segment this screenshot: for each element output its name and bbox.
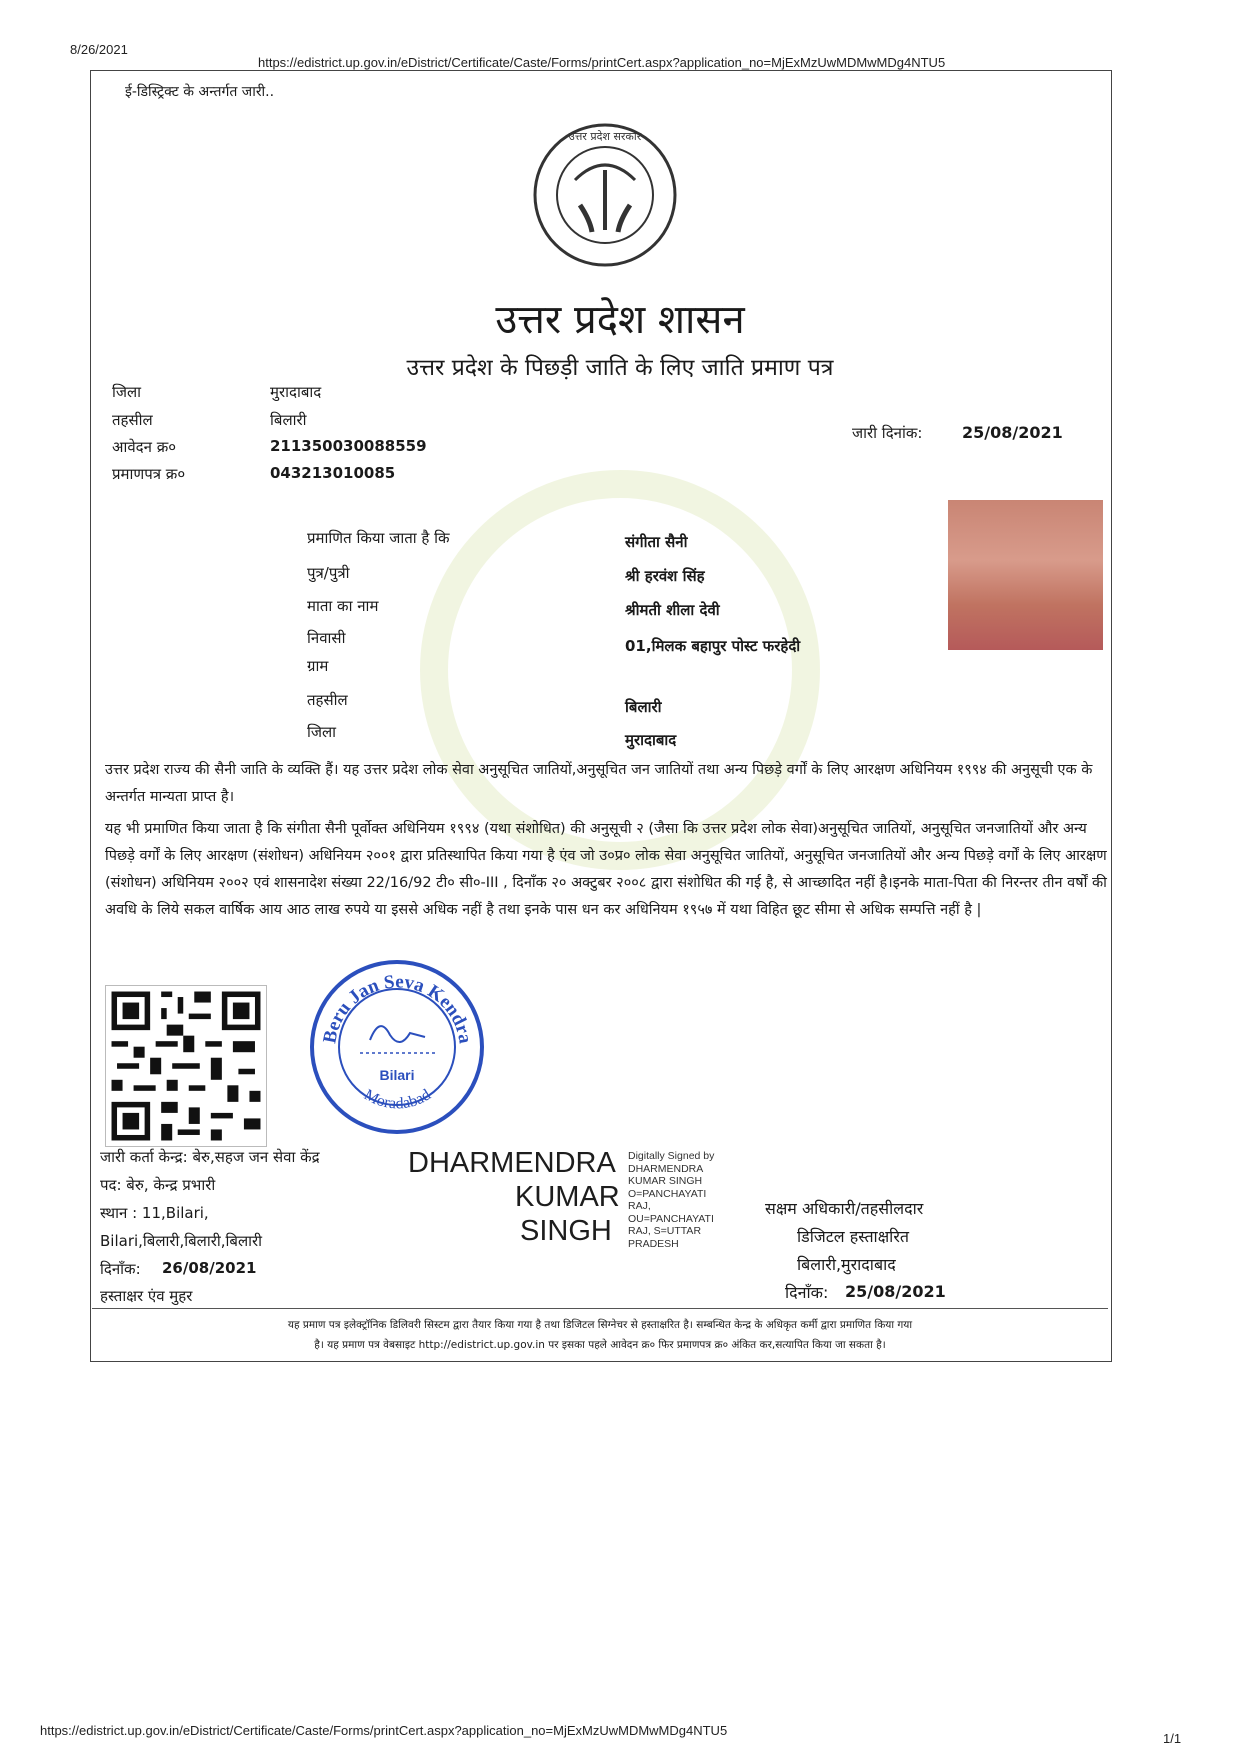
print-date: 8/26/2021 <box>70 42 128 57</box>
authority-date: 25/08/2021 <box>845 1282 946 1301</box>
issuer-date: 26/08/2021 <box>162 1259 257 1277</box>
issuer-address: Bilari,बिलारी,बिलारी,बिलारी <box>100 1232 263 1250</box>
authority-date-label: दिनाँक: <box>785 1283 829 1302</box>
issuing-center: जारी कर्ता केन्द्र: बेरु,सहज जन सेवा केंद्र <box>100 1148 320 1166</box>
issue-date-label: जारी दिनांक: <box>852 424 923 442</box>
income-paragraph: यह भी प्रमाणित किया जाता है कि संगीता सैनी पूर्वोक्त अधिनियम १९९४ (यथा संशोधित) की अनुसूची २ (जैसा कि उत्तर प्रदेश लोक सेवा)अनुसूचित जातियों, अनुसूचित जनजातियों और अन्य पिछड़े वर्गों के लिए आरक्षण (संशोधन) अधिनियम २००१ द्वारा प्रतिस्थापित किया गया है एंव जो उ०प्र० लोक सेवा अनुसूचित जातियों, अनुसूचित जनजातियों और अन्य पिछड़े वर्गों के लिए आरक्षण (संशोधन) अधिनियम २००२ एवं शासनादेश संख्या 22/16/92 टी० सी०-III , दिनाँक २० अक्टुबर २००८ द्वारा संशोधित की गई है, से आच्छादित नहीं है।इनके माता-पिता की निरन्तर तीन वर्षों की अवधि के लिये सकल वार्षिक आय आठ लाख रुपये या इससे अधिक नहीं है तथा इनके पास धन कर अधिनियम १९५७ में यथा विहित छूट सीमा से अधिक सम्पत्ति नहीं है | <box>105 821 1107 918</box>
district-value: मुरादाबाद <box>270 383 322 401</box>
sign-and-seal-label: हस्ताक्षर एंव मुहर <box>100 1287 193 1305</box>
issuer-post: पद: बेरु, केन्द्र प्रभारी <box>100 1176 216 1194</box>
footer-note-2: है। यह प्रमाण पत्र वेबसाइट http://edistrict.up.gov.in पर इसका पहले आवेदन क्र० फिर प्रमाणपत्र क्र० अंकित कर,सत्यापित किया जा सकता है। <box>314 1339 886 1351</box>
beru-jan-seva-kendra-stamp <box>305 955 490 1140</box>
digitally-signed-text: डिजिटल हस्ताक्षरित <box>797 1227 909 1246</box>
issue-date: 25/08/2021 <box>962 423 1063 442</box>
mother-name: श्रीमती शीला देवी <box>625 601 720 619</box>
footer-divider <box>92 1308 1108 1309</box>
caste-paragraph: उत्तर प्रदेश राज्य की सैनी जाति के व्यक्ति हैं। यह उत्तर प्रदेश लोक सेवा अनुसूचित जातियों,अनुसूचित जन जातियों तथा अन्य पिछड़े वर्गों के लिए आरक्षण अधिनियम १९९४ की अनुसूची एक के अन्तर्गत मान्यता प्राप्त है। <box>105 762 1093 805</box>
authority-place: बिलारी,मुरादाबाद <box>797 1255 896 1274</box>
detail-district-label: जिला <box>307 723 337 741</box>
digital-signature-details: Digitally Signed by DHARMENDRA KUMAR SINGH O=PANCHAYATI RAJ, OU=PANCHAYATI RAJ, S=UTTAR PRADESH <box>628 1150 715 1250</box>
certified-label: प्रमाणित किया जाता है कि <box>307 529 450 547</box>
child-of-label: पुत्र/पुत्री <box>307 564 350 582</box>
issued-under-text: ई-डिस्ट्रिक्ट के अन्तर्गत जारी.. <box>125 84 275 100</box>
tehsil-value: बिलारी <box>270 411 307 429</box>
address: 01,मिलक बहापुर पोस्ट फरहेदी <box>625 637 801 655</box>
application-label: आवेदन क्र० <box>112 438 177 456</box>
svg-text:Bilari: Bilari <box>379 1067 415 1083</box>
footer-note-1: यह प्रमाण पत्र इलेक्ट्रॉनिक डिलिवरी सिस्टम द्वारा तैयार किया गया है तथा डिजिटल सिग्नेचर से हस्ताक्षरित है। सम्बन्धित केन्द्र के अधिकृत कर्मी द्वारा प्रमाणित किया गया <box>287 1319 913 1331</box>
resident-label: निवासी <box>307 629 346 647</box>
father-name: श्री हरवंश सिंह <box>625 567 705 585</box>
svg-text:Moradabad: Moradabad <box>361 1086 434 1113</box>
village-label: ग्राम <box>307 657 329 675</box>
print-footer-url: https://edistrict.up.gov.in/eDistrict/Certificate/Caste/Forms/printCert.aspx?application_no=MjExMzUwMDMwMDg4NTU5 <box>40 1723 728 1738</box>
qr-code <box>105 985 267 1147</box>
applicant-photo <box>948 500 1103 650</box>
issuer-place: स्थान : 11,Bilari, <box>100 1204 209 1222</box>
svg-text:Beru Jan Seva Kendra: Beru Jan Seva Kendra <box>319 971 476 1046</box>
print-page-number: 1/1 <box>1163 1731 1182 1746</box>
certificate-number-label: प्रमाणपत्र क्र० <box>112 465 186 483</box>
detail-district: मुरादाबाद <box>625 731 677 749</box>
detail-tehsil: बिलारी <box>625 698 662 716</box>
print-url: https://edistrict.up.gov.in/eDistrict/Certificate/Caste/Forms/printCert.aspx?application_no=MjExMzUwMDMwMDg4NTU5 <box>258 55 946 70</box>
mother-label: माता का नाम <box>307 597 379 615</box>
signer-name-line2: KUMAR <box>515 1181 620 1213</box>
signer-name-line3: SINGH <box>520 1215 612 1247</box>
certificate-number: 043213010085 <box>270 464 396 482</box>
tehsil-label: तहसील <box>112 411 153 429</box>
up-government-emblem <box>530 120 680 270</box>
district-label: जिला <box>112 383 142 401</box>
signer-name-line1: DHARMENDRA <box>408 1147 616 1179</box>
application-number: 211350030088559 <box>270 437 427 455</box>
detail-tehsil-label: तहसील <box>307 691 348 709</box>
issuer-date-label: दिनाँक: <box>100 1260 141 1278</box>
svg-text:उत्तर प्रदेश सरकार: उत्तर प्रदेश सरकार <box>568 130 642 143</box>
authority-title: सक्षम अधिकारी/तहसीलदार <box>765 1199 924 1218</box>
applicant-name: संगीता सैनी <box>625 533 688 551</box>
certificate-title: उत्तर प्रदेश के पिछड़ी जाति के लिए जाति प्रमाण पत्र <box>406 355 834 381</box>
government-title: उत्तर प्रदेश शासन <box>495 297 745 343</box>
